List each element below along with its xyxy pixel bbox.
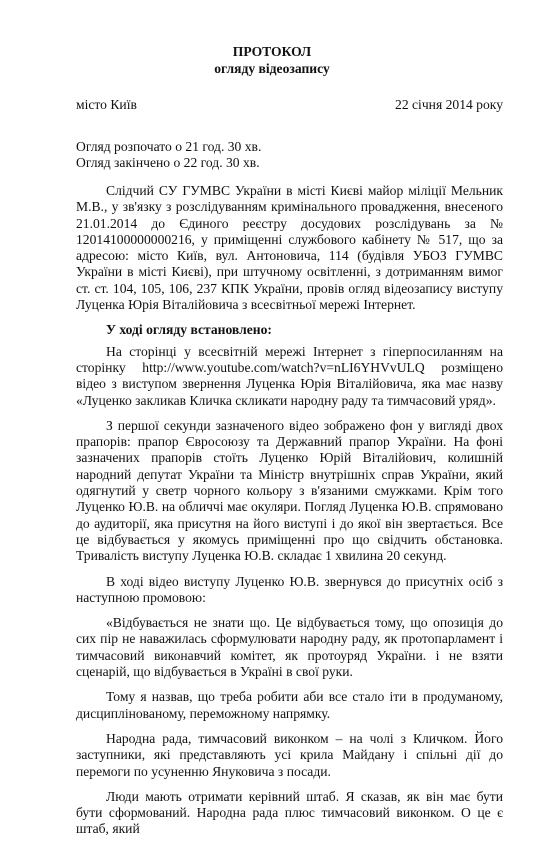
end-time: Огляд закінчено о 22 год. 30 хв. <box>76 155 260 170</box>
paragraph-quote-3: Народна рада, тимчасовий виконком – на чолі з Кличком. Його заступники, які представляють усі крила Майдану і спільні дії до перемоги по усуненню Януковича з посади. <box>76 730 503 779</box>
city-label: місто Київ <box>76 97 137 112</box>
document-title: ПРОТОКОЛ <box>232 44 312 59</box>
paragraph-speech-intro: В ході відео виступу Луценко Ю.В. звернувся до присутніх осіб з наступною промовою: <box>76 573 503 605</box>
paragraph-link: На сторінці у всесвітній мережі Інтернет з гіперпосиланням на сторінку http://www.youtube.com/watch?v=nLI6YHVvULQ розміщено відео з виступом звернення Луценка Юрія Віталійовича, яка має назву «Луценко закликав Кличка скликати народну раду та тимчасовий уряд». <box>76 343 503 408</box>
paragraph-description: З першої секунди зазначеного відео зображено фон у вигляді двох прапорів: прапор Євросоюзу та Державний прапор України. На фоні зазначених прапорів стоїть Луценко Юрій Віталійович, колишній народний депутат України та Міністр внутрішніх справ України, який одягнутий у светр чорного кольору з в'язаними смужками. Крім того Луценко Ю.В. на обличчі має окуляри. Погляд Луценка Ю.В. спрямовано до аудиторії, яка присутня на його виступі і до якої він звертається. Все це відбувається у якомусь приміщенні про що свідчить обстановка. Тривалість виступу Луценка Ю.В. складає 1 хвилина 20 секунд. <box>76 417 503 564</box>
section-heading: У ході огляду встановлено: <box>106 322 272 338</box>
document-subtitle: огляду відеозапису <box>214 61 330 76</box>
start-time: Огляд розпочато о 21 год. 30 хв. <box>76 139 262 154</box>
document-date: 22 січня 2014 року <box>395 97 503 112</box>
paragraph-quote-1: «Відбувається не знати що. Це відбувається тому, що опозиція до сих пір не наважилась сформулювати народну раду, як протопарламент і тимчасовий виконавчий комітет, як протоуряд України. і не взяти сценарій, що відбувається в Україні в свої руки. <box>76 615 503 680</box>
intro-paragraph: Слідчий СУ ГУМВС України в місті Києві майор міліції Мельник М.В., у зв'язку з розслідуванням кримінального провадження, внесеного 21.01.2014 до Єдиного реєстру досудових розслідувань за № 12014100000000216, у приміщенні службового кабінету № 517, що за адресою: місто Київ, вул. Антоновича, 114 (будівля УБОЗ ГУМВС України в місті Києві), при штучному освітленні, з дотриманням вимог ст. ст. 104, 105, 106, 237 КПК України, провів огляд відеозапису виступу Луценка Юрія Віталійовича з всесвітньої мережі Інтернет. <box>76 183 503 313</box>
document-body <box>76 183 503 847</box>
paragraph-quote-4: Люди мають отримати керівний штаб. Я сказав, як він має бути бути сформований. Народна рада плюс тимчасовий виконком. О це є штаб, який <box>76 788 503 837</box>
paragraph-quote-2: Тому я назвав, що треба робити аби все стало іти в продуманому, дисциплінованому, переможному напрямку. <box>76 689 503 721</box>
